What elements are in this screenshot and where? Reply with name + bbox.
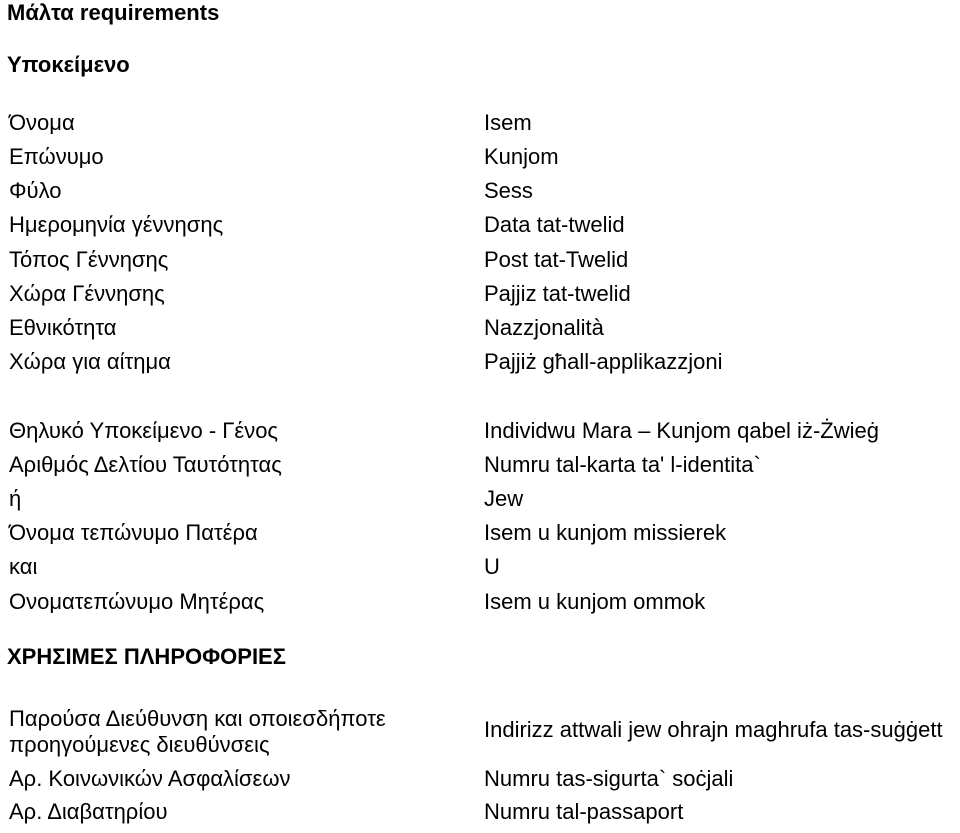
list-item [0, 349, 960, 383]
list-item [0, 281, 960, 315]
greek-label: Χώρα για αίτημα [9, 349, 171, 374]
greek-label: Ημερομηνία γέννησης [9, 212, 224, 237]
list-item [0, 178, 960, 212]
list-item [0, 144, 960, 178]
page-title: Μάλτα requirements [7, 0, 220, 25]
greek-label: Αριθμός Δελτίου Ταυτότητας [9, 452, 282, 477]
maltese-label: Pajjiz tat-twelid [484, 281, 631, 306]
list-item [0, 799, 960, 833]
greek-label: Αρ. Κοινωνικών Ασφαλίσεων [9, 766, 291, 791]
section-heading-subject: Υποκείμενο [7, 52, 130, 77]
greek-label-line: Παρούσα Διεύθυνση και οποιεσδήποτε [9, 706, 386, 731]
maltese-label: Isem [484, 110, 532, 135]
greek-label: και [9, 554, 38, 579]
greek-label-line: προηγούμενες διευθύνσεις [9, 732, 270, 757]
greek-label: Όνομα τεπώνυμο Πατέρα [9, 520, 258, 545]
maltese-label: Kunjom [484, 144, 559, 169]
list-item [0, 520, 960, 554]
maltese-label: Isem u kunjom missierek [484, 520, 727, 545]
maltese-label: Sess [484, 178, 533, 203]
greek-label: Εθνικότητα [9, 315, 117, 340]
greek-label: ή [9, 486, 22, 511]
maltese-label: Jew [484, 486, 524, 511]
list-item [0, 486, 960, 520]
list-item [0, 418, 960, 452]
greek-label: Αρ. Διαβατηρίου [9, 799, 168, 824]
greek-label: Φύλο [9, 178, 62, 203]
list-item [0, 766, 960, 800]
section-heading-useful-info: ΧΡΗΣΙΜΕΣ ΠΛΗΡΟΦΟΡΙΕΣ [7, 644, 286, 669]
greek-label: Ονοματεπώνυμο Μητέρας [9, 589, 265, 614]
list-item [0, 212, 960, 246]
maltese-label: Pajjiż għall-applikazzjoni [484, 349, 723, 374]
maltese-label: Isem u kunjom ommok [484, 589, 706, 614]
list-item [0, 315, 960, 349]
maltese-label: U [484, 554, 500, 579]
greek-label: Χώρα Γέννησης [9, 281, 165, 306]
greek-label: Επώνυμο [9, 144, 104, 169]
maltese-label: Individwu Mara – Kunjom qabel iż-Żwieġ [484, 418, 879, 443]
list-item [0, 589, 960, 623]
greek-label: Όνομα [9, 110, 75, 135]
list-item [0, 452, 960, 486]
maltese-label: Numru tas-sigurta` soċjali [484, 766, 734, 791]
maltese-label: Data tat-twelid [484, 212, 625, 237]
list-item [0, 247, 960, 281]
greek-label [9, 706, 449, 758]
list-item [0, 110, 960, 144]
maltese-label: Numru tal-passaport [484, 799, 684, 824]
maltese-label: Numru tal-karta ta' l-identita` [484, 452, 761, 477]
greek-label: Τόπος Γέννησης [9, 247, 169, 272]
maltese-label: Indirizz attwali jew ohrajn maghrufa tas-suġġett [484, 717, 943, 742]
maltese-label: Nazzjonalità [484, 315, 604, 340]
greek-label: Θηλυκό Υποκείμενο - Γένος [9, 418, 279, 443]
list-item [0, 554, 960, 588]
list-item [0, 706, 960, 758]
maltese-label: Post tat-Twelid [484, 247, 629, 272]
